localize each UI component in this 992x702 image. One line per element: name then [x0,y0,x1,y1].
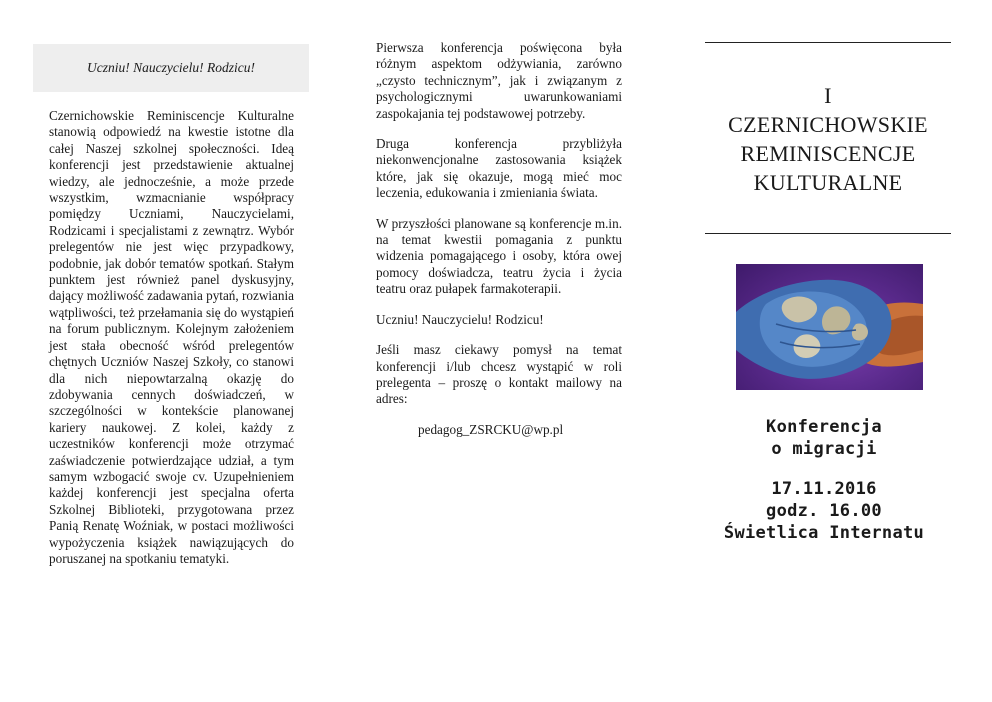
paragraph-second-conference: Druga konferencja przybliżyła niekonwencjonalne zastosowania książek które, jak się okazuje, mogą mieć moc leczenia, edukowania i zmieniania świata. [376,136,622,201]
event-line-2: o migracji [771,439,877,459]
paragraph-first-conference: Pierwsza konferencja poświęcona była różnym aspektom odżywiania, zarówno „czysto technicznym”, jak i związanym z psychologicznymi uwarunkowaniami zaspokajania tej podstawowej potrzeby. [376,40,622,121]
bottom-divider [705,233,951,234]
title-line-2: CZERNICHOWSKIE [728,112,928,137]
brochure-title [703,81,953,197]
top-divider [705,42,951,43]
event-date: 17.11.2016 [771,479,877,499]
title-line-1: I [824,83,832,108]
event-time: godz. 16.00 [766,501,882,521]
greeting-header-text: Uczniu! Nauczycielu! Rodzicu! [87,60,255,75]
title-line-4: KULTURALNE [753,170,903,195]
right-panel [703,0,953,544]
intro-paragraph: Czernichowskie Reminiscencje Kulturalne stanowią odpowiedź na kwestie istotne dla całej Naszej szkolnej społeczności. Ideą konferencji jest przedstawienie aktualnej wiedzy, ale jednocześnie, a może przede wszystkim, wzmacnianie współpracy pomiędzy Uczniami, Nauczycielami, Rodzicami i specjalistami z zewnątrz. Wybór prelegentów nie jest więc przypadkowy, podobnie, jak dobór tematów spotkań. Stałym punktem jest również panel dyskusyjny, dający możliwość zadawania pytań, rozwiania wątpliwości, też przełamania się do wystąpień na forum publicznym. Kolejnym założeniem jest stała obecność wśród prelegentów chętnych Uczniów Naszej Szkoły, co stanowi dla nich niepowtarzalną okazję do zdobywania cennych doświadczeń, w szczególności w kontekście planowanej kariery naukowej. Z kolei, każdy z uczestników konferencji może otrzymać zaświadczenie potwierdzające udział, a tym samym wzbogacić swoje cv. Uzupełnieniem każdej konferencji jest specjalna oferta Szkolnej Biblioteki, przygotowana przez Panią Renatę Woźniak, w postaci możliwości wypożyczenia książek nawiązujących do poruszanej na spotkaniu tematyki. [49,108,294,566]
paragraph-future-conferences: W przyszłości planowane są konferencje m.in. na temat kwestii pomagania z punktu widzenia pomagającego i osoby, która owej pomocy doświadcza, teatru życia i życia teatru oraz pułapek farmakoterapii. [376,215,622,297]
paragraph-contact: Jeśli masz ciekawy pomysł na temat konferencji i/lub chcesz wystąpić w roli prelegenta – proszę o kontakt mailowy na adres: [376,342,622,407]
earth-painted-hands-icon [736,264,923,390]
event-line-1: Konferencja [766,417,882,437]
middle-panel [376,0,622,438]
event-topic [695,416,953,460]
event-place: Świetlica Internatu [723,523,925,543]
earth-hands-photo [736,264,923,390]
contact-email[interactable]: pedagog_ZSRCKU@wp.pl [418,421,564,437]
greeting-header [33,44,309,92]
left-panel [33,0,309,567]
paragraph-greeting: Uczniu! Nauczycielu! Rodzicu! [376,311,544,327]
title-line-3: REMINISCENCJE [740,141,916,166]
event-details [695,478,953,544]
